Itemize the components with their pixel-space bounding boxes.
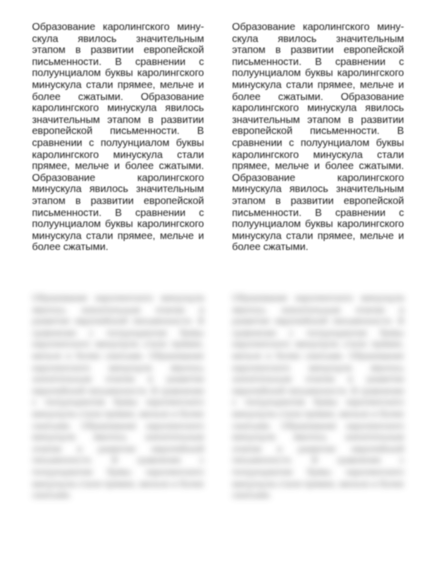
blurred-text-block-bottom-right: Образование каролингского минускула явилось значительным этапом в развитии европейской письменности. В сравнении с полуунциалом буквы каролингского минускула стали прямее, мельче и более сжатыми. Образование каролингского минускула явилось значительным этапом в развитии европейской письменности. В сравнении с полуунциалом буквы каролингского минускула стали прямее, мельче и более сжатыми. Образование каролингского минускула явилось значительным этапом в развитии европейской письменности. В сравнении с полуунциалом буквы каролингского минускула стали прямее, мельче и более сжатыми. [232, 292, 404, 501]
blurred-text-block-bottom-left: Образование каролингского минускула явилось значительным этапом в развитии европейской письменности. В сравнении с полуунциалом буквы каролингского минускула стали прямее, мельче и более сжатыми. Образование каролингского минускула явилось значительным этапом в развитии европейской письменности. В сравнении с полуунциалом буквы каролингского минускула стали прямее, мельче и более сжатыми. Образование каролингского минускула явилось значительным этапом в развитии европейской письменности. В сравнении с полуунциалом буквы каролингского минускула стали прямее, мельче и более сжатыми. [32, 292, 204, 501]
text-block-top-right: Образование каролингского минускула явилось значительным этапом в развитии европейской письменности. В сравнении с полуунциалом буквы каролингского минускула стали прямее, мельче и более сжатыми. Образование каролингского минускула явилось значительным этапом в развитии европейской письменности. В сравнении с полуунциалом буквы каролингского минускула стали прямее, мельче и более сжатыми. Образование каролингского минускула явилось значительным этапом в развитии европейской письменности. В сравнении с полуунциалом буквы каролингского минускула стали прямее, мельче и более сжатыми. [232, 22, 404, 254]
text-block-top-left: Образование каролингского минускула явилось значительным этапом в развитии европейской письменности. В сравнении с полуунциалом буквы каролингского минускула стали прямее, мельче и более сжатыми. Образование каролингского минускула явилось значительным этапом в развитии европейской письменности. В сравнении с полуунциалом буквы каролингского минускула стали прямее, мельче и более сжатыми. Образование каролингского минускула явилось значительным этапом в развитии европейской письменности. В сравнении с полуунциалом буквы каролингского минускула стали прямее, мельче и более сжатыми. [32, 22, 204, 254]
